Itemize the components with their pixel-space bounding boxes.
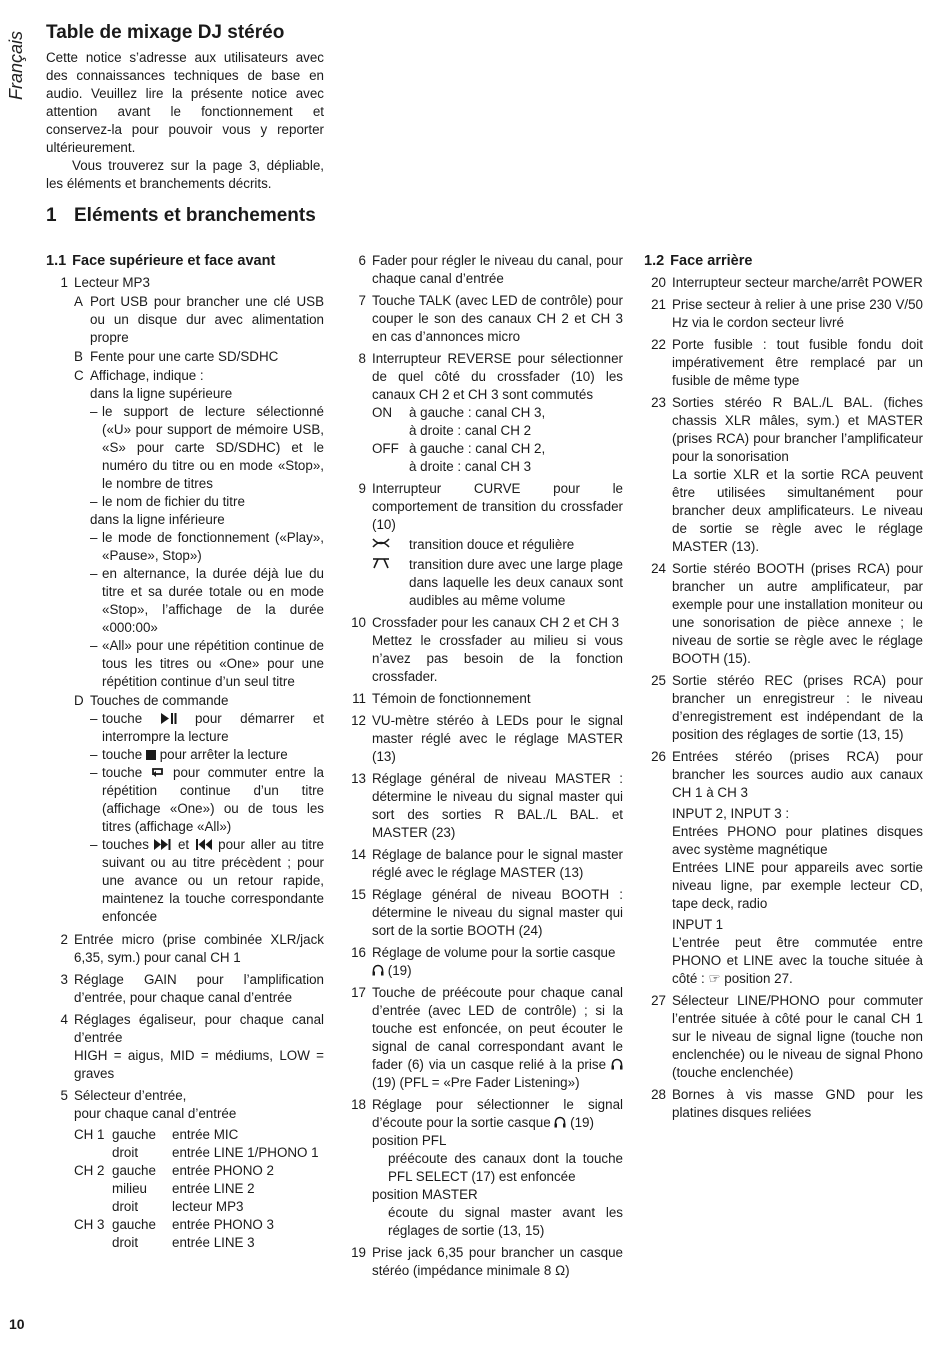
skip-forward-icon xyxy=(154,839,172,850)
item-text: Touche de préécoute pour chaque canal d’entrée (avec LED de contrôle) ; si la touche est enfoncée, on peut écouter le signal de canal correspondant avant le fader (6) via un casque relié à la prise xyxy=(372,985,623,1072)
subsection-title: Face arrière xyxy=(670,253,753,269)
table-row xyxy=(74,1126,324,1144)
list-item-24: 24 Sortie stéréo BOOTH (prises RCA) pour brancher un autre amplificateur, par exemple pour une installation moniteur ou une sonorisation de pièce annexe ; le niveau de sortie se règle avec le réglage BOOTH (15). xyxy=(651,561,923,666)
setting-off: OFF à gauche : canal CH 2, à droite : canal CH 3 xyxy=(372,441,546,474)
sub-item-text: Port USB pour brancher une clé USB ou un disque dur avec alimentation propre xyxy=(90,294,324,345)
line-label: dans la ligne inférieure xyxy=(90,512,225,527)
list-item-9: 9 Interrupteur CURVE pour le comportement de transition du crossfader (10) transition douce et régulière transition dure avec une large plage dans laquelle les deux canaux sont audibles au même volume xyxy=(358,481,623,608)
table-cell: entrée LINE 2 xyxy=(172,1181,255,1196)
item-text-2: pour chaque canal d’entrée xyxy=(74,1106,237,1121)
table-row xyxy=(74,1180,324,1198)
input-label: INPUT 1 xyxy=(672,917,724,932)
list-item-2: 2 Entrée micro (prise combinée XLR/jack 6,35, sym.) pour canal CH 1 xyxy=(60,932,324,965)
table-cell xyxy=(74,1198,112,1216)
list-item-19: 19 Prise jack 6,35 pour brancher un casque stéréo (impédance minimale 8 Ω) xyxy=(351,1245,623,1278)
item-text-2: La sortie XLR et la sortie RCA peuvent être utilisées simultanément pour brancher deux amplificateurs. Le niveau de sortie se règle avec le réglage MASTER (13). xyxy=(672,467,923,554)
table-cell xyxy=(74,1144,112,1162)
list-item-17: 17 Touche de préécoute pour chaque canal d’entrée (avec LED de contrôle) ; si la touche est enfoncée, on peut écouter le signal de canal correspondant avant le fader (6) via un casque relié à la prise (19) (PFL = «Pre Fader Listening») xyxy=(351,985,623,1090)
list-item-23: 23 Sorties stéréo R BAL./L BAL. (fiches chassis XLR mâles, sym.) et MASTER (prises RCA) pour brancher l’amplificateur pour la sonorisation La sortie XLR et la sortie RCA peuvent être utilisées simultanément pour brancher deux amplificateurs. Le niveau de sortie se règle avec le réglage MASTER (13). xyxy=(651,395,923,554)
position-label: position PFL xyxy=(372,1133,447,1148)
table-row xyxy=(74,1216,324,1234)
item-text: Interrupteur secteur marche/arrêt POWER xyxy=(672,275,923,290)
item-text: Sorties stéréo R BAL./L BAL. (fiches chassis XLR mâles, sym.) et MASTER (prises RCA) pour brancher l’amplificateur pour la sonorisation xyxy=(672,395,923,464)
list-item-27: 27 Sélecteur LINE/PHONO pour commuter l’entrée située à côté pour le canal CH 1 sur le niveau de signal ligne (touche non enclenchée) ou le niveau de signal Phono (touche enclenchée) xyxy=(651,993,923,1080)
list-item-15: 15 Réglage général de niveau BOOTH : détermine le niveau du signal master qui sort de la sortie BOOTH (24) xyxy=(351,887,623,938)
subsection-number: 1.1 xyxy=(46,253,67,269)
item-text: Réglage GAIN pour l’amplification d’entrée, pour chaque canal d’entrée xyxy=(74,972,324,1005)
item-text: Lecteur MP3 xyxy=(74,275,150,290)
position-desc: écoute du signal master avant les réglages de sortie (13, 15) xyxy=(388,1205,623,1238)
item-number: 1 xyxy=(60,275,68,290)
item-text: Témoin de fonctionnement xyxy=(372,691,531,706)
item-text-2: HIGH = aigus, MID = médiums, LOW = graves xyxy=(74,1048,324,1081)
item-text-2: Mettez le crossfader au milieu si vous n’avez pas besoin de la fonction crossfader. xyxy=(372,633,623,684)
item-text: Réglage de volume pour la sortie casque xyxy=(372,945,616,960)
list-item-8: 8 Interrupteur REVERSE pour sélectionner de quel côté du crossfader (10) les canaux CH 2 et CH 3 sont commutés ON à gauche : canal CH 3, à droite : canal CH 2 OFF à gauche : canal CH 2, à droite : canal CH 3 xyxy=(358,351,623,474)
column-2 xyxy=(344,252,623,1284)
intro-paragraph: Cette notice s’adresse aux utilisateurs avec des connaissances techniques de base en audio. Veuillez lire la présente notice avec attention avant le fonctionnement et conservez-la pour pouvoir vous y reporter ultérieurement. xyxy=(46,50,324,155)
item-text: VU-mètre stéréo à LEDs pour le signal master réglé avec le réglage MASTER (13) xyxy=(372,713,623,764)
sub-item-text: Touches de commande xyxy=(90,693,229,708)
input-label: INPUT 2, INPUT 3 : xyxy=(672,806,790,821)
intro-paragraph-2: Vous trouverez sur la page 3, dépliable, les éléments et branchements décrits. xyxy=(46,158,324,191)
item-text: Sélecteur d’entrée, xyxy=(74,1088,187,1103)
section-heading xyxy=(46,205,316,227)
item-text: Réglages égaliseur, pour chaque canal d’entrée xyxy=(74,1012,324,1045)
dash-item: – le nom de fichier du titre xyxy=(90,494,245,509)
list-item-7: 7 Touche TALK (avec LED de contrôle) pour couper le son des canaux CH 2 et CH 3 en cas d’annonces micro xyxy=(358,293,623,344)
sub-item-c: C Affichage, indique : dans la ligne supérieure – le support de lecture sélectionné («U» pour support de mémoire USB, «S» pour carte SD/SDHC) et le numéro du titre ou en mode «Stop», le nombre de titres – le nom de fichier du titre dans la ligne inférieure – le mode de fonctionnement («Play», «Pause», Stop») – en alternance, la durée déjà lue du titre et sa durée totale ou en mode «Stop», l’affichage de la durée «000:00» – «All» pour une répétition continue de tous les titres ou «One» pour une répétition continue d’un seul titre xyxy=(74,368,324,689)
table-cell: gauche xyxy=(112,1127,156,1142)
table-cell: milieu xyxy=(112,1181,147,1196)
sub-item-text: Affichage, indique : xyxy=(90,368,204,383)
column-3 xyxy=(644,252,923,1126)
list-item-28: 28 Bornes à vis masse GND pour les platines disques reliées xyxy=(651,1087,923,1120)
table-cell: droit xyxy=(112,1235,139,1250)
sub-item-b: B Fente pour une carte SD/SDHC xyxy=(74,348,324,366)
curve-hard: transition dure avec une large plage dans laquelle les deux canaux sont audibles au même volume xyxy=(372,556,623,610)
table-cell: entrée LINE 1/PHONO 1 xyxy=(172,1145,319,1160)
dash-item: – touche pour arrêter la lecture xyxy=(90,747,288,762)
column-1 xyxy=(46,252,324,1256)
play-pause-icon xyxy=(161,713,177,724)
item-text: Interrupteur REVERSE pour sélectionner de quel côté du crossfader (10) les canaux CH 2 et CH 3 sont commutés xyxy=(372,351,623,402)
table-cell: CH 1 xyxy=(74,1127,105,1142)
headphones-icon xyxy=(554,1116,566,1128)
list-item-10: 10 Crossfader pour les canaux CH 2 et CH 3 Mettez le crossfader au milieu si vous n’avez pas besoin de la fonction crossfader. xyxy=(351,615,623,684)
list-item-16: 16 Réglage de volume pour la sortie casque (19) xyxy=(351,945,616,978)
list-item-25: 25 Sortie stéréo REC (prises RCA) pour brancher un enregistreur : le niveau d’enregistrement est indépendant de la position des réglages de sortie (13, 15) xyxy=(651,673,923,742)
list-item-6: 6 Fader pour régler le niveau du canal, pour chaque canal d’entrée xyxy=(358,253,623,286)
dash-item: – touche pour commuter entre la répétition continue d’un titre (affichage «One») ou de tous les titres (affichage «All») xyxy=(90,765,324,834)
item-text: Réglage général de niveau BOOTH : détermine le niveau du signal master qui sort de la sortie BOOTH (24) xyxy=(372,887,623,938)
curve-soft: transition douce et régulière xyxy=(372,536,623,554)
table-row xyxy=(74,1198,324,1216)
subsection-number: 1.2 xyxy=(644,253,665,269)
table-cell: entrée PHONO 3 xyxy=(172,1217,274,1232)
subsection-title: Face supérieure et face avant xyxy=(72,253,276,269)
table-cell xyxy=(74,1180,112,1198)
item-text: Prise jack 6,35 pour brancher un casque stéréo (impédance minimale 8 Ω) xyxy=(372,1245,623,1278)
item-text: Porte fusible : tout fusible fondu doit impérativement être remplacé par un fusible de même type xyxy=(672,337,923,388)
skip-back-icon xyxy=(195,839,213,850)
list-item-3: 3 Réglage GAIN pour l’amplification d’entrée, pour chaque canal d’entrée xyxy=(60,972,324,1005)
table-cell: gauche xyxy=(112,1163,156,1178)
dash-item: – touche pour démarrer et interrompre la lecture xyxy=(90,711,324,744)
table-cell: lecteur MP3 xyxy=(172,1199,244,1214)
item-text: Bornes à vis masse GND pour les platines disques reliées xyxy=(672,1087,923,1120)
dash-item: – «All» pour une répétition continue de tous les titres ou «One» pour une répétition continue d’un seul titre xyxy=(90,638,324,689)
table-cell: entrée LINE 3 xyxy=(172,1235,255,1250)
sub-item-a: A Port USB pour brancher une clé USB ou un disque dur avec alimentation propre xyxy=(74,294,324,345)
table-cell xyxy=(74,1234,112,1252)
table-cell: droit xyxy=(112,1199,139,1214)
item-text: Sortie stéréo BOOTH (prises RCA) pour brancher un autre amplificateur, par exemple pour une installation moniteur ou une sonorisation de pièce annexe ; le niveau de sortie se règle avec le réglage BOOTH (15). xyxy=(672,561,923,666)
list-item-5: 5 Sélecteur d’entrée, pour chaque canal d’entrée CH 1 gauche entrée MIC droit entrée LINE 1/PHONO 1 CH 2 gauche entrée PHONO 2 milieu entrée LINE 2 droit lecteur MP3 CH 3 gauche entrée PHONO 3 droit entrée LINE 3 xyxy=(46,1087,324,1252)
item-text: Entrées stéréo (prises RCA) pour brancher les sources audio aux canaux CH 1 à CH 3 xyxy=(672,749,923,800)
subsection-heading xyxy=(644,252,923,270)
pointing-hand-icon: ☞ xyxy=(708,971,721,986)
repeat-icon xyxy=(150,767,165,778)
stop-icon xyxy=(146,750,156,760)
curve-hard-icon xyxy=(372,557,390,569)
item-text: Réglage général de niveau MASTER : détermine le niveau du signal master qui sort des sorties R BAL./L BAL. et MASTER (23) xyxy=(372,771,623,840)
list-item-18: 18 Réglage pour sélectionner le signal d’écoute pour la sortie casque (19) position PFL préécoute des canaux dont la touche PFL SELECT (17) est enfoncée position MASTER écoute du signal master avant les réglages de sortie (13, 15) xyxy=(351,1097,623,1238)
list-item-13: 13 Réglage général de niveau MASTER : détermine le niveau du signal master qui sort des sorties R BAL./L BAL. et MASTER (23) xyxy=(351,771,623,840)
list-item-26: 26 Entrées stéréo (prises RCA) pour brancher les sources audio aux canaux CH 1 à CH 3 INPUT 2, INPUT 3 : Entrées PHONO pour platines disques avec système magnétique Entrées LINE pour appareils avec sortie niveau ligne, par exemple lecteur CD, tape deck, radio INPUT 1 L’entrée peut être commutée entre PHONO et LINE avec la touche située à côté : ☞ position 27. xyxy=(651,749,923,986)
list-item-4: 4 Réglages égaliseur, pour chaque canal d’entrée HIGH = aigus, MID = médiums, LOW = graves xyxy=(60,1012,324,1081)
headphones-icon xyxy=(372,964,384,976)
sub-item-d: D Touches de commande – touche pour démarrer et interrompre la lecture – touche pour arrêter la lecture – touche pour commuter entre la répétition continue d’un titre (affichage «One») ou de tous les titres (affichage «All») – touches et pour aller au titre suivant ou au titre précèdent ; pour une avance ou un retour rapide, maintenez la touche correspondante enfoncée xyxy=(74,693,324,924)
sub-item-text: Fente pour une carte SD/SDHC xyxy=(90,349,279,364)
section-title: Eléments et branchements xyxy=(74,205,316,226)
language-tab xyxy=(4,24,28,102)
document-title: Table de mixage DJ stéréo xyxy=(46,22,285,43)
list-item-11: 11 Témoin de fonctionnement xyxy=(344,690,623,708)
item-text: Touche TALK (avec LED de contrôle) pour couper le son des canaux CH 2 et CH 3 en cas d’annonces micro xyxy=(372,293,623,344)
item-text: Réglage pour sélectionner le signal d’écoute pour la sortie casque xyxy=(372,1097,623,1130)
position-label: position MASTER xyxy=(372,1187,478,1202)
dash-item: – touches et pour aller au titre suivant ou au titre précèdent ; pour une avance ou un retour rapide, maintenez la touche correspondante enfoncée xyxy=(90,837,324,924)
subsection-heading xyxy=(46,252,324,270)
list-item-20: 20 Interrupteur secteur marche/arrêt POWER xyxy=(651,275,923,290)
curve-soft-icon xyxy=(372,537,390,549)
dash-item: – le mode de fonctionnement («Play», «Pause», Stop») xyxy=(90,530,324,563)
input-desc: Entrées PHONO pour platines disques avec système magnétique xyxy=(672,824,923,857)
item-text: Interrupteur CURVE pour le comportement de transition du crossfader (10) xyxy=(372,481,623,532)
table-cell: entrée PHONO 2 xyxy=(172,1163,274,1178)
language-label: Français xyxy=(6,30,26,100)
input-selector-table xyxy=(74,1126,324,1252)
table-cell: droit xyxy=(112,1145,139,1160)
list-item-1 xyxy=(46,274,324,927)
list-item-21: 21 Prise secteur à relier à une prise 230 V/50 Hz via le cordon secteur livré xyxy=(651,297,923,330)
table-row xyxy=(74,1162,324,1180)
item-text: Crossfader pour les canaux CH 2 et CH 3 xyxy=(372,615,620,630)
table-row xyxy=(74,1144,324,1162)
line-label: dans la ligne supérieure xyxy=(90,386,233,401)
table-row xyxy=(74,1234,324,1252)
dash-item: – en alternance, la durée déjà lue du titre et sa durée totale ou en mode «Stop», l’affichage de la durée «000:00» xyxy=(90,566,324,635)
intro-block xyxy=(46,49,324,193)
list-item-14: 14 Réglage de balance pour le signal master réglé avec le réglage MASTER (13) xyxy=(351,847,623,880)
list-item-22: 22 Porte fusible : tout fusible fondu doit impérativement être remplacé par un fusible de même type xyxy=(651,337,923,388)
position-desc: préécoute des canaux dont la touche PFL SELECT (17) est enfoncée xyxy=(388,1151,623,1184)
item-text: Sortie stéréo REC (prises RCA) pour brancher un enregistreur : le niveau d’enregistrement est indépendant de la position des réglages de sortie (13, 15) xyxy=(672,673,923,742)
table-cell: gauche xyxy=(112,1217,156,1232)
table-cell: entrée MIC xyxy=(172,1127,239,1142)
setting-on: ON à gauche : canal CH 3, à droite : canal CH 2 xyxy=(372,405,546,438)
input-desc: Entrées LINE pour appareils avec sortie niveau ligne, par exemple lecteur CD, tape deck, radio xyxy=(672,860,923,911)
item-text: Réglage de balance pour le signal master réglé avec le réglage MASTER (13) xyxy=(372,847,623,880)
item-text: Entrée micro (prise combinée XLR/jack 6,35, sym.) pour canal CH 1 xyxy=(74,932,324,965)
item-text: Fader pour régler le niveau du canal, pour chaque canal d’entrée xyxy=(372,253,623,286)
item-text: Sélecteur LINE/PHONO pour commuter l’entrée située à côté pour le canal CH 1 sur le niveau de signal ligne (touche non enclenchée) ou le niveau de signal Phono (touche enclenchée) xyxy=(672,993,923,1080)
dash-item: – le support de lecture sélectionné («U» pour support de mémoire USB, «S» pour carte SD/SDHC) et le numéro du titre ou en mode «Stop», le nombre de titres xyxy=(90,404,324,491)
input-desc: L’entrée peut être commutée entre PHONO et LINE avec la touche située à côté : xyxy=(672,935,923,986)
headphones-icon xyxy=(611,1058,623,1070)
table-cell: CH 2 xyxy=(74,1163,105,1178)
page-number: 10 xyxy=(9,1316,25,1332)
item-text: Prise secteur à relier à une prise 230 V/50 Hz via le cordon secteur livré xyxy=(672,297,923,330)
section-number: 1 xyxy=(46,205,57,226)
list-item-12: 12 VU-mètre stéréo à LEDs pour le signal master réglé avec le réglage MASTER (13) xyxy=(351,713,623,764)
table-cell: CH 3 xyxy=(74,1217,105,1232)
